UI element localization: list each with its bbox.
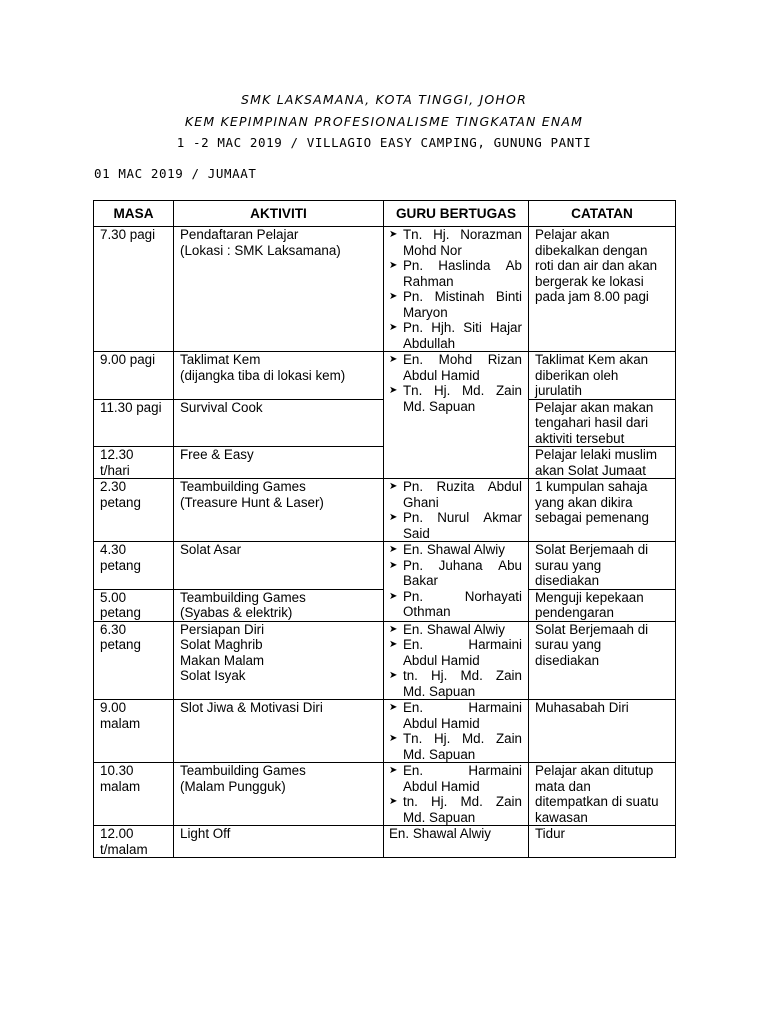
guru-bertugas-cell xyxy=(384,826,529,858)
aktiviti-cell-line: Teambuilding Games xyxy=(180,763,306,778)
table-row xyxy=(94,479,676,542)
dates-venue: 1 -2 MAC 2019 / VILLAGIO EASY CAMPING, GUNUNG PANTI xyxy=(176,135,592,150)
guru-list xyxy=(389,479,522,541)
guru-name-line: En. Harmaini xyxy=(403,700,522,715)
catatan-cell-line: Menguji kepekaan xyxy=(535,589,644,605)
guru-name-line: Tn. Hj. Norazman xyxy=(403,227,522,242)
arrowhead-bullet-icon: ➤ xyxy=(389,639,398,650)
aktiviti-cell-line: Teambuilding Games xyxy=(180,589,306,605)
masa-cell-line: 6.30 xyxy=(100,621,127,637)
guru-list-item xyxy=(389,479,522,510)
masa-cell-line: malam xyxy=(100,778,141,794)
guru-list-item xyxy=(389,227,522,258)
arrowhead-bullet-icon: ➤ xyxy=(389,670,398,681)
guru-name-line: Rahman xyxy=(403,273,454,289)
guru-name-line: Pn. Haslinda Ab xyxy=(403,258,522,273)
guru-list-item xyxy=(389,589,522,620)
catatan-cell-line: Pelajar akan xyxy=(535,227,610,242)
catatan-cell xyxy=(529,700,676,763)
arrowhead-bullet-icon: ➤ xyxy=(389,385,398,396)
masa-cell-line: petang xyxy=(100,557,141,573)
guru-name-line: Othman xyxy=(403,604,451,619)
catatan-cell-line: Tidur xyxy=(535,826,566,841)
arrowhead-bullet-icon: ➤ xyxy=(389,544,398,555)
arrowhead-bullet-icon: ➤ xyxy=(389,765,398,776)
masa-cell-line: t/hari xyxy=(100,462,130,478)
aktiviti-cell-line: Pendaftaran Pelajar xyxy=(180,227,299,242)
masa-cell-line: t/malam xyxy=(100,841,148,857)
arrowhead-bullet-icon: ➤ xyxy=(389,796,398,807)
catatan-cell-line: Solat Berjemaah di xyxy=(535,621,649,637)
catatan-cell-line: Muhasabah Diri xyxy=(535,700,629,715)
guru-list-item xyxy=(389,700,522,731)
masa-cell xyxy=(94,479,174,542)
masa-cell-line: 11.30 pagi xyxy=(100,399,162,415)
guru-name-line: tn. Hj. Md. Zain xyxy=(403,794,522,809)
masa-cell xyxy=(94,700,174,763)
aktiviti-cell-line: Slot Jiwa & Motivasi Diri xyxy=(180,700,323,715)
catatan-cell xyxy=(529,447,676,479)
catatan-cell xyxy=(529,227,676,352)
guru-list-item xyxy=(389,763,522,794)
aktiviti-cell-line: Free & Easy xyxy=(180,447,254,462)
table-header-row xyxy=(94,201,676,227)
table-row xyxy=(94,826,676,858)
aktiviti-cell-line: (dijangka tiba di lokasi kem) xyxy=(180,367,346,383)
masa-cell-line: malam xyxy=(100,715,141,731)
catatan-cell-line: kawasan xyxy=(535,809,588,825)
catatan-cell-line: ditempatkan di suatu xyxy=(535,794,659,809)
arrowhead-bullet-icon: ➤ xyxy=(389,354,398,365)
aktiviti-cell-line: Solat Isyak xyxy=(180,668,246,683)
aktiviti-cell xyxy=(174,589,384,621)
masa-cell-line: 12.00 xyxy=(100,826,134,841)
guru-name-line: Mohd Nor xyxy=(403,242,462,258)
aktiviti-cell-line: (Malam Pungguk) xyxy=(180,778,286,794)
aktiviti-cell-line: Light Off xyxy=(180,826,231,841)
guru-list-item xyxy=(389,320,522,351)
catatan-cell xyxy=(529,352,676,400)
guru-bertugas-cell xyxy=(384,621,529,700)
aktiviti-cell xyxy=(174,352,384,400)
aktiviti-cell xyxy=(174,227,384,352)
catatan-cell-line: jurulatih xyxy=(535,383,582,398)
guru-list-item xyxy=(389,510,522,541)
table-row xyxy=(94,227,676,352)
guru-name-line: Abdul Hamid xyxy=(403,367,480,383)
column-header-masa: MASA xyxy=(94,201,174,227)
catatan-cell-line: mata dan xyxy=(535,778,591,794)
aktiviti-cell-line: Makan Malam xyxy=(180,652,265,668)
masa-cell-line: 4.30 xyxy=(100,542,127,557)
catatan-cell-line: Pelajar lelaki muslim xyxy=(535,447,658,462)
aktiviti-cell xyxy=(174,479,384,542)
column-header-aktiviti: AKTIVITI xyxy=(174,201,384,227)
arrowhead-bullet-icon: ➤ xyxy=(389,733,398,744)
masa-cell xyxy=(94,399,174,447)
column-header-guru: GURU BERTUGAS xyxy=(384,201,529,227)
aktiviti-cell-line: (Lokasi : SMK Laksamana) xyxy=(180,242,341,258)
masa-cell xyxy=(94,621,174,700)
guru-name-line: Md. Sapuan xyxy=(403,746,476,762)
table-row xyxy=(94,621,676,700)
guru-name-line: Pn. Nurul Akmar xyxy=(403,510,522,525)
masa-cell-line: 12.30 xyxy=(100,447,134,462)
column-header-catatan: CATATAN xyxy=(529,201,676,227)
aktiviti-cell-line: (Syabas & elektrik) xyxy=(180,605,293,620)
guru-list-item xyxy=(389,637,522,668)
arrowhead-bullet-icon: ➤ xyxy=(389,260,398,271)
guru-list-item xyxy=(389,558,522,589)
guru-list-item xyxy=(389,352,522,383)
guru-bertugas-cell xyxy=(384,700,529,763)
masa-cell-line: petang xyxy=(100,605,141,620)
catatan-cell-line: diberikan oleh xyxy=(535,367,619,383)
catatan-cell-line: Pelajar akan ditutup xyxy=(535,763,654,778)
arrowhead-bullet-icon: ➤ xyxy=(389,481,398,492)
guru-name-line: Md. Sapuan xyxy=(403,809,476,825)
table-row xyxy=(94,542,676,590)
aktiviti-cell xyxy=(174,763,384,826)
guru-list xyxy=(389,542,522,620)
guru-list xyxy=(389,763,522,825)
catatan-cell-line: tengahari hasil dari xyxy=(535,415,649,430)
aktiviti-cell-line: Solat Maghrib xyxy=(180,637,263,652)
guru-name-line: En. Harmaini xyxy=(403,763,522,778)
guru-name-line: Maryon xyxy=(403,304,448,320)
program-title: KEM KEPIMPINAN PROFESIONALISME TINGKATAN ENAM xyxy=(184,114,584,129)
arrowhead-bullet-icon: ➤ xyxy=(389,512,398,523)
catatan-cell-line: surau yang xyxy=(535,637,602,652)
guru-name-line: En. Harmaini xyxy=(403,637,522,652)
guru-name-line: Md. Sapuan xyxy=(403,398,476,414)
guru-name: En. Shawal Alwiy xyxy=(389,826,491,841)
masa-cell xyxy=(94,352,174,400)
table-row xyxy=(94,352,676,400)
catatan-cell-line: sebagai pemenang xyxy=(535,510,649,525)
catatan-cell-line: disediakan xyxy=(535,573,600,588)
guru-name-line: Bakar xyxy=(403,573,438,588)
arrowhead-bullet-icon: ➤ xyxy=(389,590,398,602)
masa-cell xyxy=(94,447,174,479)
aktiviti-cell-line: Taklimat Kem xyxy=(180,352,261,367)
guru-name-line: Said xyxy=(403,525,430,541)
guru-name-line: Tn. Hj. Md. Zain xyxy=(403,383,522,398)
guru-name-line: En. Shawal Alwiy xyxy=(403,542,505,557)
guru-name-line: Md. Sapuan xyxy=(403,683,476,699)
aktiviti-cell-line: Survival Cook xyxy=(180,399,263,415)
aktiviti-cell-line: (Treasure Hunt & Laser) xyxy=(180,494,324,510)
aktiviti-cell-line: Teambuilding Games xyxy=(180,479,306,494)
catatan-cell-line: pada jam 8.00 pagi xyxy=(535,289,649,304)
aktiviti-cell xyxy=(174,826,384,858)
guru-list xyxy=(389,352,522,414)
catatan-cell xyxy=(529,542,676,590)
guru-name-line: Pn. Juhana Abu xyxy=(403,557,522,573)
guru-name-line: Tn. Hj. Md. Zain xyxy=(403,731,522,746)
catatan-cell-line: Taklimat Kem akan xyxy=(535,352,649,367)
guru-bertugas-cell xyxy=(384,763,529,826)
guru-list xyxy=(389,622,522,700)
guru-list-item xyxy=(389,258,522,289)
masa-cell xyxy=(94,227,174,352)
guru-name-line: tn. Hj. Md. Zain xyxy=(403,668,522,683)
catatan-cell xyxy=(529,399,676,447)
catatan-cell-line: disediakan xyxy=(535,652,600,668)
masa-cell-line: 9.00 pagi xyxy=(100,352,156,367)
catatan-cell-line: roti dan air dan akan xyxy=(535,258,658,273)
guru-list-item xyxy=(389,731,522,762)
masa-cell-line: 2.30 xyxy=(100,479,127,494)
aktiviti-cell xyxy=(174,700,384,763)
aktiviti-cell xyxy=(174,542,384,590)
guru-name-line: Abdullah xyxy=(403,335,456,351)
aktiviti-cell-line: Solat Asar xyxy=(180,542,242,557)
arrowhead-bullet-icon: ➤ xyxy=(389,623,398,635)
guru-name-line: Pn. Mistinah Binti xyxy=(403,289,522,304)
guru-name-line: Pn. Hjh. Siti Hajar xyxy=(403,320,522,335)
catatan-cell xyxy=(529,589,676,621)
school-title: SMK LAKSAMANA, KOTA TINGGI, JOHOR xyxy=(241,92,527,107)
guru-bertugas-cell xyxy=(384,542,529,622)
masa-cell xyxy=(94,589,174,621)
catatan-cell-line: dibekalkan dengan xyxy=(535,242,648,258)
guru-bertugas-cell xyxy=(384,352,529,479)
schedule-table xyxy=(93,200,676,858)
guru-name-line: Abdul Hamid xyxy=(403,778,480,794)
catatan-cell xyxy=(529,621,676,700)
guru-name-line: Ghani xyxy=(403,494,439,510)
guru-list-item xyxy=(389,383,522,414)
guru-name-line: Pn. Ruzita Abdul xyxy=(403,479,522,494)
arrowhead-bullet-icon: ➤ xyxy=(389,702,398,713)
arrowhead-bullet-icon: ➤ xyxy=(389,559,398,571)
guru-bertugas-cell xyxy=(384,479,529,542)
aktiviti-cell xyxy=(174,621,384,700)
catatan-cell-line: surau yang xyxy=(535,557,602,573)
catatan-cell xyxy=(529,479,676,542)
masa-cell-line: petang xyxy=(100,637,141,652)
guru-list-item xyxy=(389,668,522,699)
guru-name-line: Abdul Hamid xyxy=(403,715,480,731)
aktiviti-cell xyxy=(174,399,384,447)
guru-name-line: Abdul Hamid xyxy=(403,652,480,668)
catatan-cell xyxy=(529,826,676,858)
catatan-cell-line: aktiviti tersebut xyxy=(535,430,625,446)
table-row xyxy=(94,700,676,763)
aktiviti-cell-line: Persiapan Diri xyxy=(180,621,265,637)
day-label: 01 MAC 2019 / JUMAAT xyxy=(94,166,257,181)
guru-list-item xyxy=(389,622,522,638)
catatan-cell-line: bergerak ke lokasi xyxy=(535,273,644,289)
arrowhead-bullet-icon: ➤ xyxy=(389,291,398,302)
arrowhead-bullet-icon: ➤ xyxy=(389,322,398,333)
catatan-cell-line: yang akan dikira xyxy=(535,494,633,510)
guru-list-item xyxy=(389,542,522,558)
catatan-cell-line: 1 kumpulan sahaja xyxy=(535,479,648,494)
masa-cell xyxy=(94,763,174,826)
catatan-cell-line: Solat Berjemaah di xyxy=(535,542,649,557)
masa-cell-line: 10.30 xyxy=(100,763,134,778)
guru-bertugas-cell xyxy=(384,227,529,352)
guru-name-line: Pn. Norhayati xyxy=(403,588,522,604)
masa-cell-line: petang xyxy=(100,494,141,510)
catatan-cell xyxy=(529,763,676,826)
arrowhead-bullet-icon: ➤ xyxy=(389,229,398,240)
guru-list xyxy=(389,227,522,351)
table-row xyxy=(94,763,676,826)
catatan-cell-line: akan Solat Jumaat xyxy=(535,462,646,478)
masa-cell xyxy=(94,826,174,858)
masa-cell-line: 5.00 xyxy=(100,589,127,605)
masa-cell xyxy=(94,542,174,590)
aktiviti-cell xyxy=(174,447,384,479)
guru-name-line: En. Shawal Alwiy xyxy=(403,621,505,637)
masa-cell-line: 7.30 pagi xyxy=(100,227,156,242)
guru-name-line: En. Mohd Rizan xyxy=(403,352,522,367)
catatan-cell-line: pendengaran xyxy=(535,605,614,620)
masa-cell-line: 9.00 xyxy=(100,700,127,715)
guru-list-item xyxy=(389,794,522,825)
catatan-cell-line: Pelajar akan makan xyxy=(535,399,654,415)
guru-list-item xyxy=(389,289,522,320)
guru-list xyxy=(389,700,522,762)
